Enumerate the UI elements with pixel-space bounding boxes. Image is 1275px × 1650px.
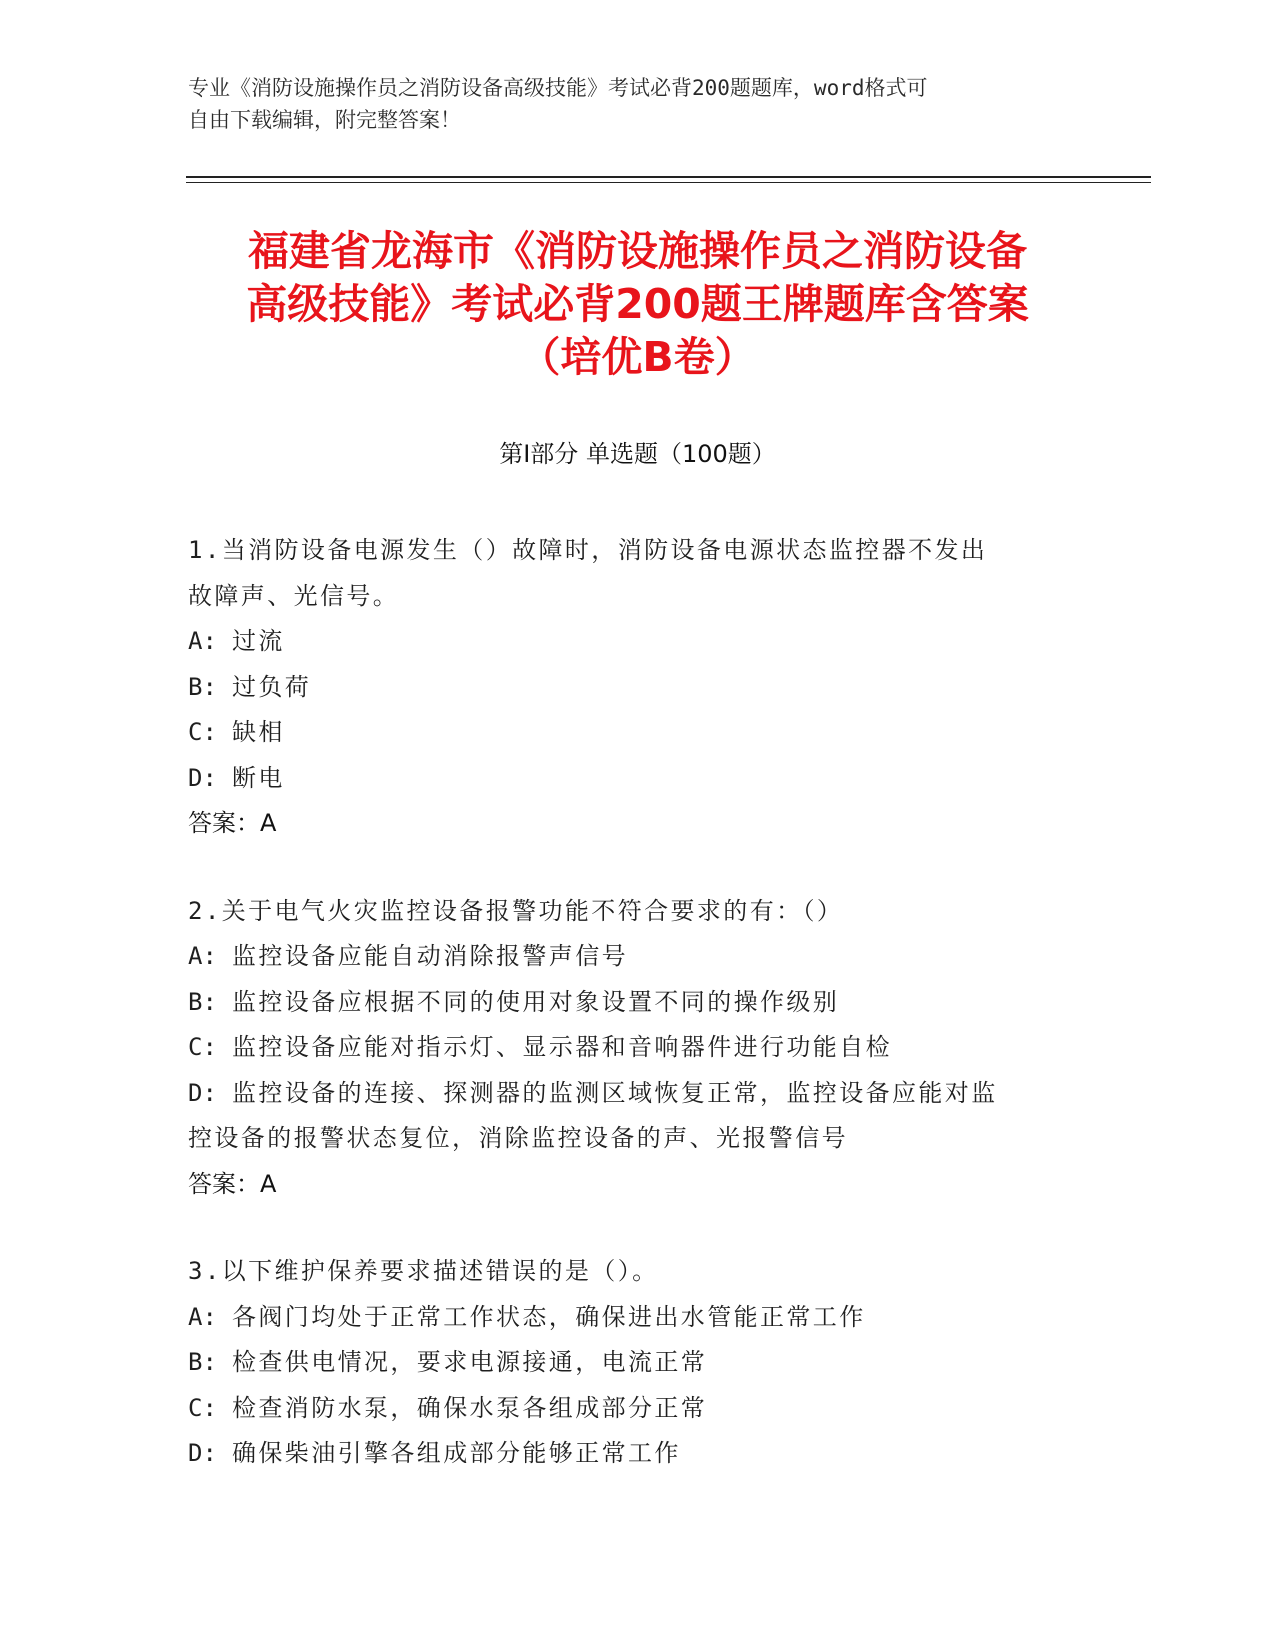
header-divider-thin xyxy=(186,182,1151,183)
option-c xyxy=(188,1025,1088,1071)
question-stem: 3.以下维护保养要求描述错误的是（）。 xyxy=(188,1257,659,1285)
question-2 xyxy=(188,889,1088,1208)
header-divider-thick xyxy=(186,176,1151,178)
question-stem: 1.当消防设备电源发生（）故障时，消防设备电源状态监控器不发出 xyxy=(188,536,988,564)
option-a xyxy=(188,619,1088,665)
option-key: B: xyxy=(188,987,217,1016)
option-continuation: 控设备的报警状态复位，消除监控设备的声、光报警信号 xyxy=(188,1124,848,1152)
option-text: 过流 xyxy=(232,627,285,655)
header-note-line: 专业《消防设施操作员之消防设备高级技能》考试必背200题题库，word格式可 xyxy=(188,76,928,100)
option-key: C: xyxy=(188,1393,217,1422)
option-b xyxy=(188,980,1088,1026)
option-text: 确保柴油引擎各组成部分能够正常工作 xyxy=(232,1439,681,1467)
option-text: 检查消防水泵，确保水泵各组成部分正常 xyxy=(232,1393,708,1422)
option-c xyxy=(188,1386,1088,1432)
document-title-line: 高级技能》考试必背200题王牌题库含答案 xyxy=(246,280,1029,328)
option-text: 监控设备应能对指示灯、显示器和音响器件进行功能自检 xyxy=(232,1033,892,1061)
question-stem: 2.关于电气火灾监控设备报警功能不符合要求的有：（） xyxy=(188,896,844,925)
option-key: C: xyxy=(188,1033,217,1061)
option-key: D: xyxy=(188,1439,217,1467)
answer-line: 答案：A xyxy=(188,1169,277,1198)
option-text: 监控设备应根据不同的使用对象设置不同的操作级别 xyxy=(232,987,840,1016)
option-text: 检查供电情况，要求电源接通，电流正常 xyxy=(232,1348,708,1376)
option-key: A: xyxy=(188,627,217,655)
header-note-line: 自由下载编辑，附完整答案！ xyxy=(188,108,461,132)
option-text: 各阀门均处于正常工作状态，确保进出水管能正常工作 xyxy=(232,1302,866,1331)
option-b xyxy=(188,665,1088,711)
option-key: A: xyxy=(188,1302,217,1331)
option-a xyxy=(188,934,1088,980)
option-key: A: xyxy=(188,942,217,970)
option-text: 断电 xyxy=(232,763,285,792)
option-text: 过负荷 xyxy=(232,672,312,701)
section-title: 第Ⅰ部分 单选题（100题） xyxy=(499,440,776,468)
document-title-line: （培优B卷） xyxy=(519,333,756,381)
option-key: C: xyxy=(188,718,217,746)
option-text: 监控设备的连接、探测器的监测区域恢复正常，监控设备应能对监 xyxy=(232,1078,998,1107)
question-list xyxy=(188,528,1088,1519)
option-a xyxy=(188,1295,1088,1341)
answer-line: 答案：A xyxy=(188,809,277,837)
question-3 xyxy=(188,1249,1088,1477)
question-1 xyxy=(188,528,1088,847)
option-key: D: xyxy=(188,1078,217,1107)
option-key: B: xyxy=(188,1348,217,1376)
option-text: 监控设备应能自动消除报警声信号 xyxy=(232,942,628,970)
option-key: D: xyxy=(188,763,217,792)
option-b xyxy=(188,1340,1088,1386)
document-title-line: 福建省龙海市《消防设施操作员之消防设备 xyxy=(248,227,1027,275)
option-d xyxy=(188,756,1088,802)
question-stem: 故障声、光信号。 xyxy=(188,581,400,610)
option-key: B: xyxy=(188,672,217,701)
header-note xyxy=(188,72,1088,136)
option-text: 缺相 xyxy=(232,718,285,746)
option-c xyxy=(188,710,1088,756)
option-d xyxy=(188,1431,1088,1477)
document-title xyxy=(150,225,1125,384)
option-d xyxy=(188,1071,1088,1117)
